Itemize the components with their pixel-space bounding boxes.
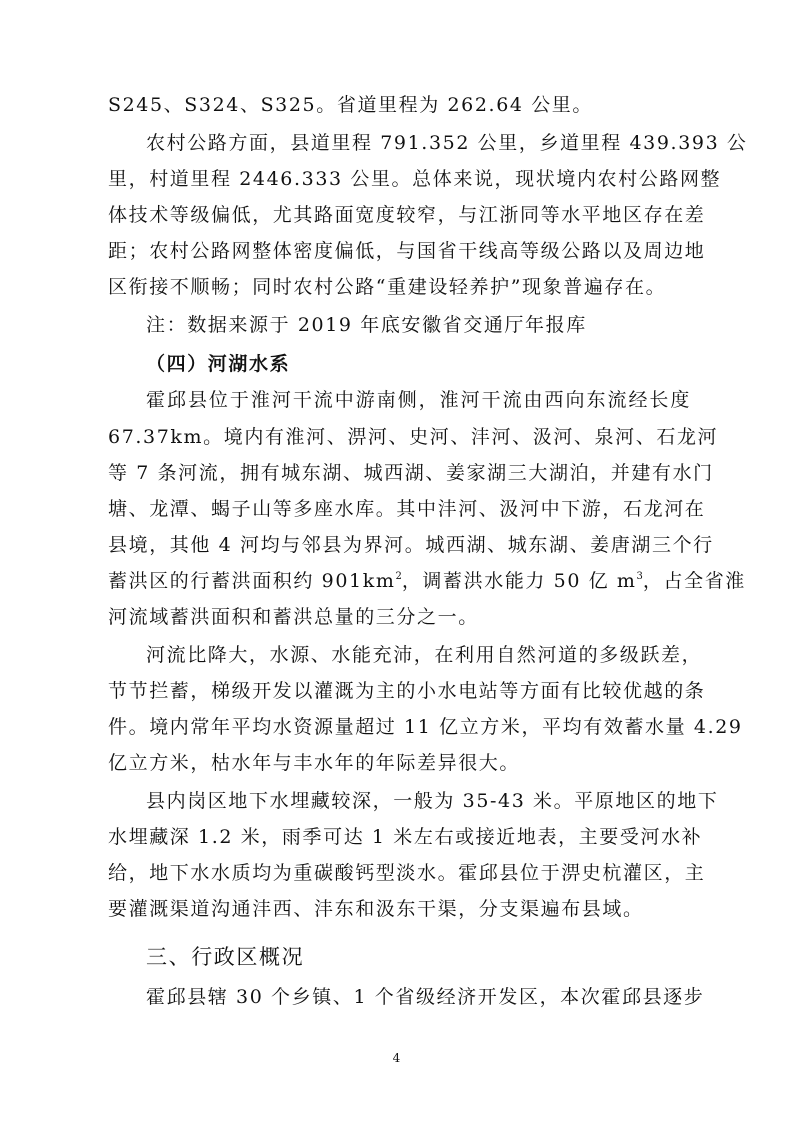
administrative-paragraph-line: 霍邱县辖 30 个乡镇、1 个省级经济开发区，本次霍邱县逐步	[146, 986, 705, 1008]
rural-roads-paragraph-line: 距；农村公路网整体密度偏低，与国省干线高等级公路以及周边地	[108, 240, 706, 262]
flood-capacity-text: ，调蓄洪水能力 50 亿 m	[401, 570, 637, 592]
groundwater-paragraph-line: 县内岗区地下水埋藏较深，一般为 35-43 米。平原地区的地下	[146, 790, 719, 812]
rural-roads-paragraph-line: 里，村道里程 2446.333 公里。总体来说，现状境内农村公路网整	[108, 168, 722, 190]
groundwater-paragraph-line: 给，地下水水质均为重碳酸钙型淡水。霍邱县位于淠史杭灌区，主	[108, 862, 706, 884]
sub-heading-rivers-lakes: （四）河湖水系	[146, 353, 291, 375]
water-system-paragraph-line: 县境，其他 4 河均与邻县为界河。城西湖、城东湖、姜唐湖三个行	[108, 534, 714, 556]
water-system-paragraph-line: 河流域蓄洪面积和蓄洪总量的三分之一。	[108, 606, 479, 628]
groundwater-paragraph-line: 水埋藏深 1.2 米，雨季可达 1 米左右或接近地表，主要受河水补	[108, 826, 703, 848]
groundwater-paragraph-line: 要灌溉渠道沟通沣西、沣东和汲东干渠，分支渠遍布县域。	[108, 898, 644, 920]
river-gradient-paragraph-line: 节节拦蓄，梯级开发以灌溉为主的小水电站等方面有比较优越的条	[108, 680, 706, 702]
rural-roads-paragraph-line: 体技术等级偏低，尤其路面宽度较窄，与江浙同等水平地区存在差	[108, 204, 706, 226]
water-system-paragraph-line: 霍邱县位于淮河干流中游南侧，淮河干流由西向东流经长度	[146, 389, 691, 411]
flood-share-text: ，占全省淮	[642, 570, 746, 592]
river-gradient-paragraph-line: 件。境内常年平均水资源量超过 11 亿立方米，平均有效蓄水量 4.29	[108, 716, 743, 738]
water-system-paragraph-line	[108, 566, 746, 596]
superscript-3: 3	[636, 571, 643, 582]
rural-roads-paragraph-line: 区衔接不顺畅；同时农村公路“重建设轻养护”现象普遍存在。	[108, 276, 667, 298]
section-heading-administrative: 三、行政区概况	[146, 945, 305, 969]
rural-roads-paragraph-line: 农村公路方面，县道里程 791.352 公里，乡道里程 439.393 公	[146, 132, 748, 154]
data-source-note: 注：数据来源于 2019 年底安徽省交通厅年报库	[146, 314, 587, 336]
water-system-paragraph-line: 等 7 条河流，拥有城东湖、城西湖、姜家湖三大湖泊，并建有水门	[108, 462, 714, 484]
page-number: 4	[392, 1051, 401, 1065]
flood-area-text: 蓄洪区的行蓄洪面积约 901km	[108, 570, 396, 592]
water-system-paragraph-line: 塘、龙潭、蝎子山等多座水库。其中沣河、汲河中下游，石龙河在	[108, 498, 706, 520]
river-gradient-paragraph-line: 河流比降大，水源、水能充沛，在利用自然河道的多级跃差，	[146, 644, 703, 666]
water-system-paragraph-line: 67.37km。境内有淮河、淠河、史河、沣河、汲河、泉河、石龙河	[108, 426, 719, 448]
road-list-line: S245、S324、S325。省道里程为 262.64 公里。	[108, 94, 594, 116]
superscript-2: 2	[395, 571, 402, 582]
river-gradient-paragraph-line: 亿立方米，枯水年与丰水年的年际差异很大。	[108, 752, 521, 774]
